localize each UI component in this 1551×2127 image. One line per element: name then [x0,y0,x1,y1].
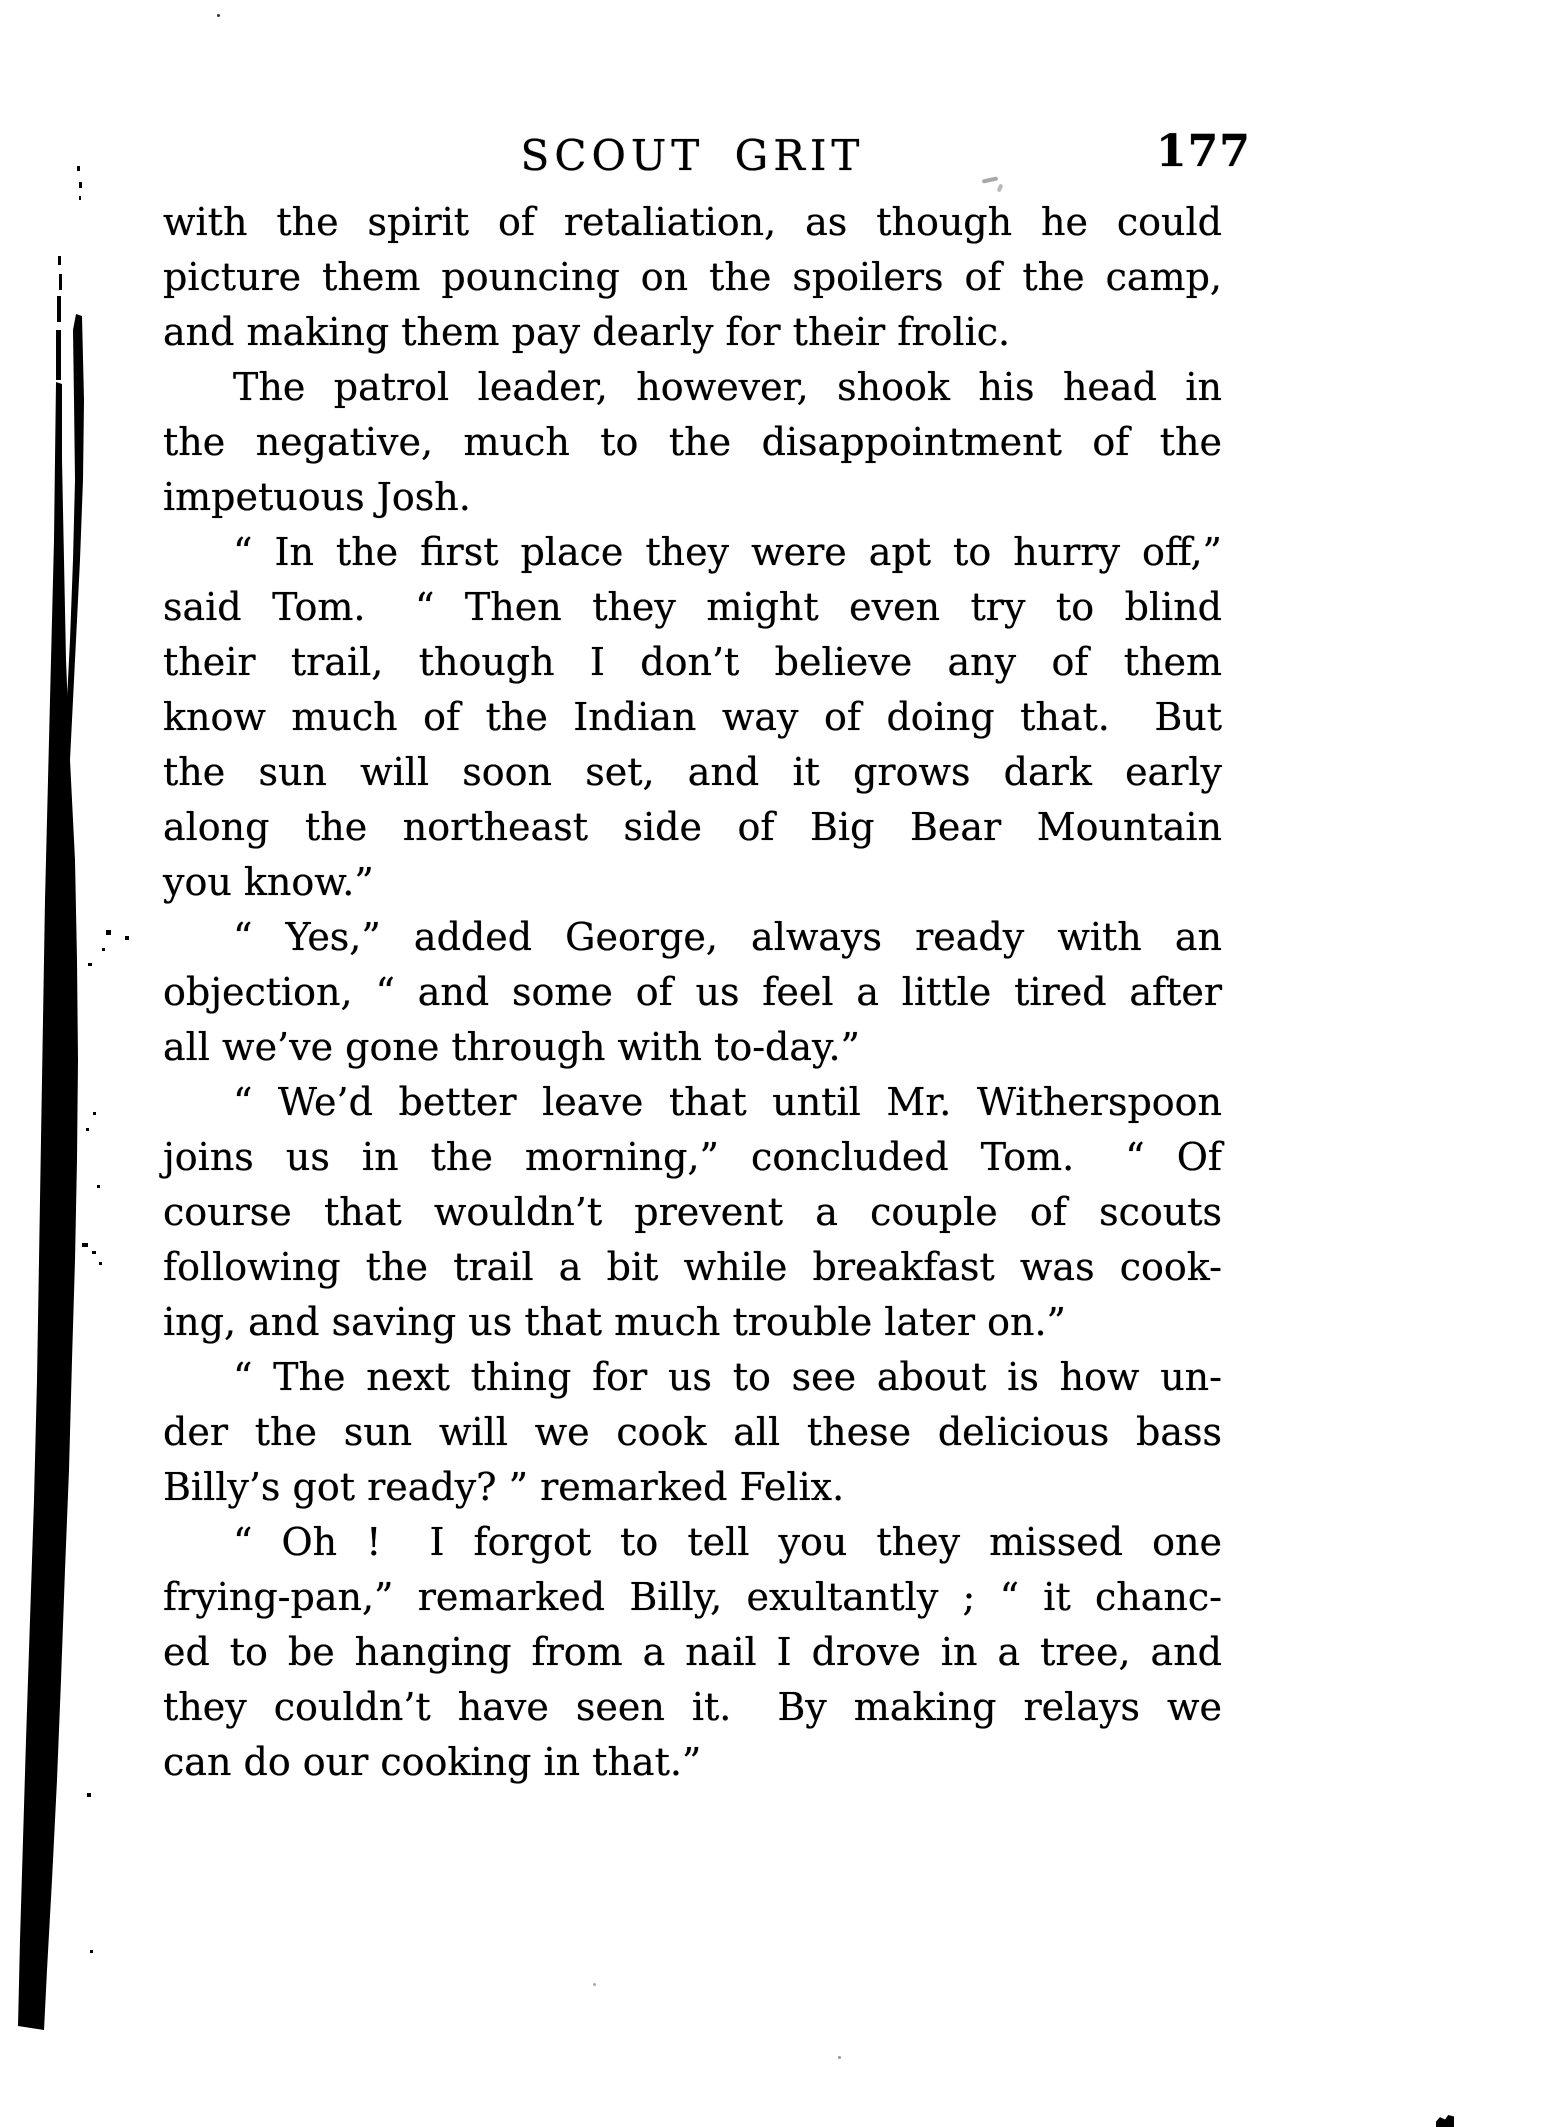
text-line: “ Yes,” added George, always ready with an [233,915,1222,959]
binding-shadow-artifact [0,0,150,2127]
text-line: joins us in the morning,” concluded Tom. “ Of [163,1135,1222,1179]
text-line: impetuous Josh. [163,475,471,519]
text-line: all we’ve gone through with to-day.” [163,1025,860,1069]
text-line: following the trail a bit while breakfast was cook- [163,1245,1222,1289]
scan-speck [217,14,220,17]
text-line: their trail, though I don’t believe any of them [163,640,1222,684]
text-line: Billy’s got ready? ” remarked Felix. [163,1465,845,1509]
text-line: can do our cooking in that.” [163,1740,702,1784]
text-line: ed to be hanging from a nail I drove in a tree, and [163,1630,1222,1674]
text-line: the sun will soon set, and it grows dark early [163,750,1222,794]
page-number: 177 [1156,126,1251,177]
text-line: ing, and saving us that much trouble later on.” [163,1300,1066,1344]
text-line: “ Oh ! I forgot to tell you they missed one [233,1520,1222,1564]
text-line: they couldn’t have seen it. By making relays we [163,1685,1222,1729]
text-line: the negative, much to the disappointment of the [163,420,1222,464]
text-line: said Tom. “ Then they might even try to blind [163,585,1222,629]
text-line: “ The next thing for us to see about is how un- [233,1355,1222,1399]
text-line: know much of the Indian way of doing that. But [163,695,1222,739]
text-line: course that wouldn’t prevent a couple of scouts [163,1190,1222,1234]
scan-speck [593,1983,596,1986]
text-line: with the spirit of retaliation, as though he could [163,200,1222,244]
text-line: along the northeast side of Big Bear Mountain [163,805,1222,849]
text-line: “ In the first place they were apt to hurry off,” [233,530,1222,574]
scan-speck [838,2056,841,2059]
text-line: and making them pay dearly for their frolic. [163,310,1011,354]
text-line: “ We’d better leave that until Mr. Witherspoon [233,1080,1222,1124]
running-header [163,131,1222,185]
text-line: frying-pan,” remarked Billy, exultantly ; “ it chanc- [163,1575,1222,1619]
text-line: The patrol leader, however, shook his head in [233,365,1222,409]
text-line: der the sun will we cook all these delicious bass [163,1410,1222,1454]
scan-corner-mark [1436,2115,1454,2127]
text-line: picture them pouncing on the spoilers of the camp, [163,255,1222,299]
body-text [163,195,1222,1790]
page-title: SCOUT GRIT [520,131,865,180]
text-line: objection, “ and some of us feel a little tired after [163,970,1222,1014]
text-line: you know.” [163,860,374,904]
